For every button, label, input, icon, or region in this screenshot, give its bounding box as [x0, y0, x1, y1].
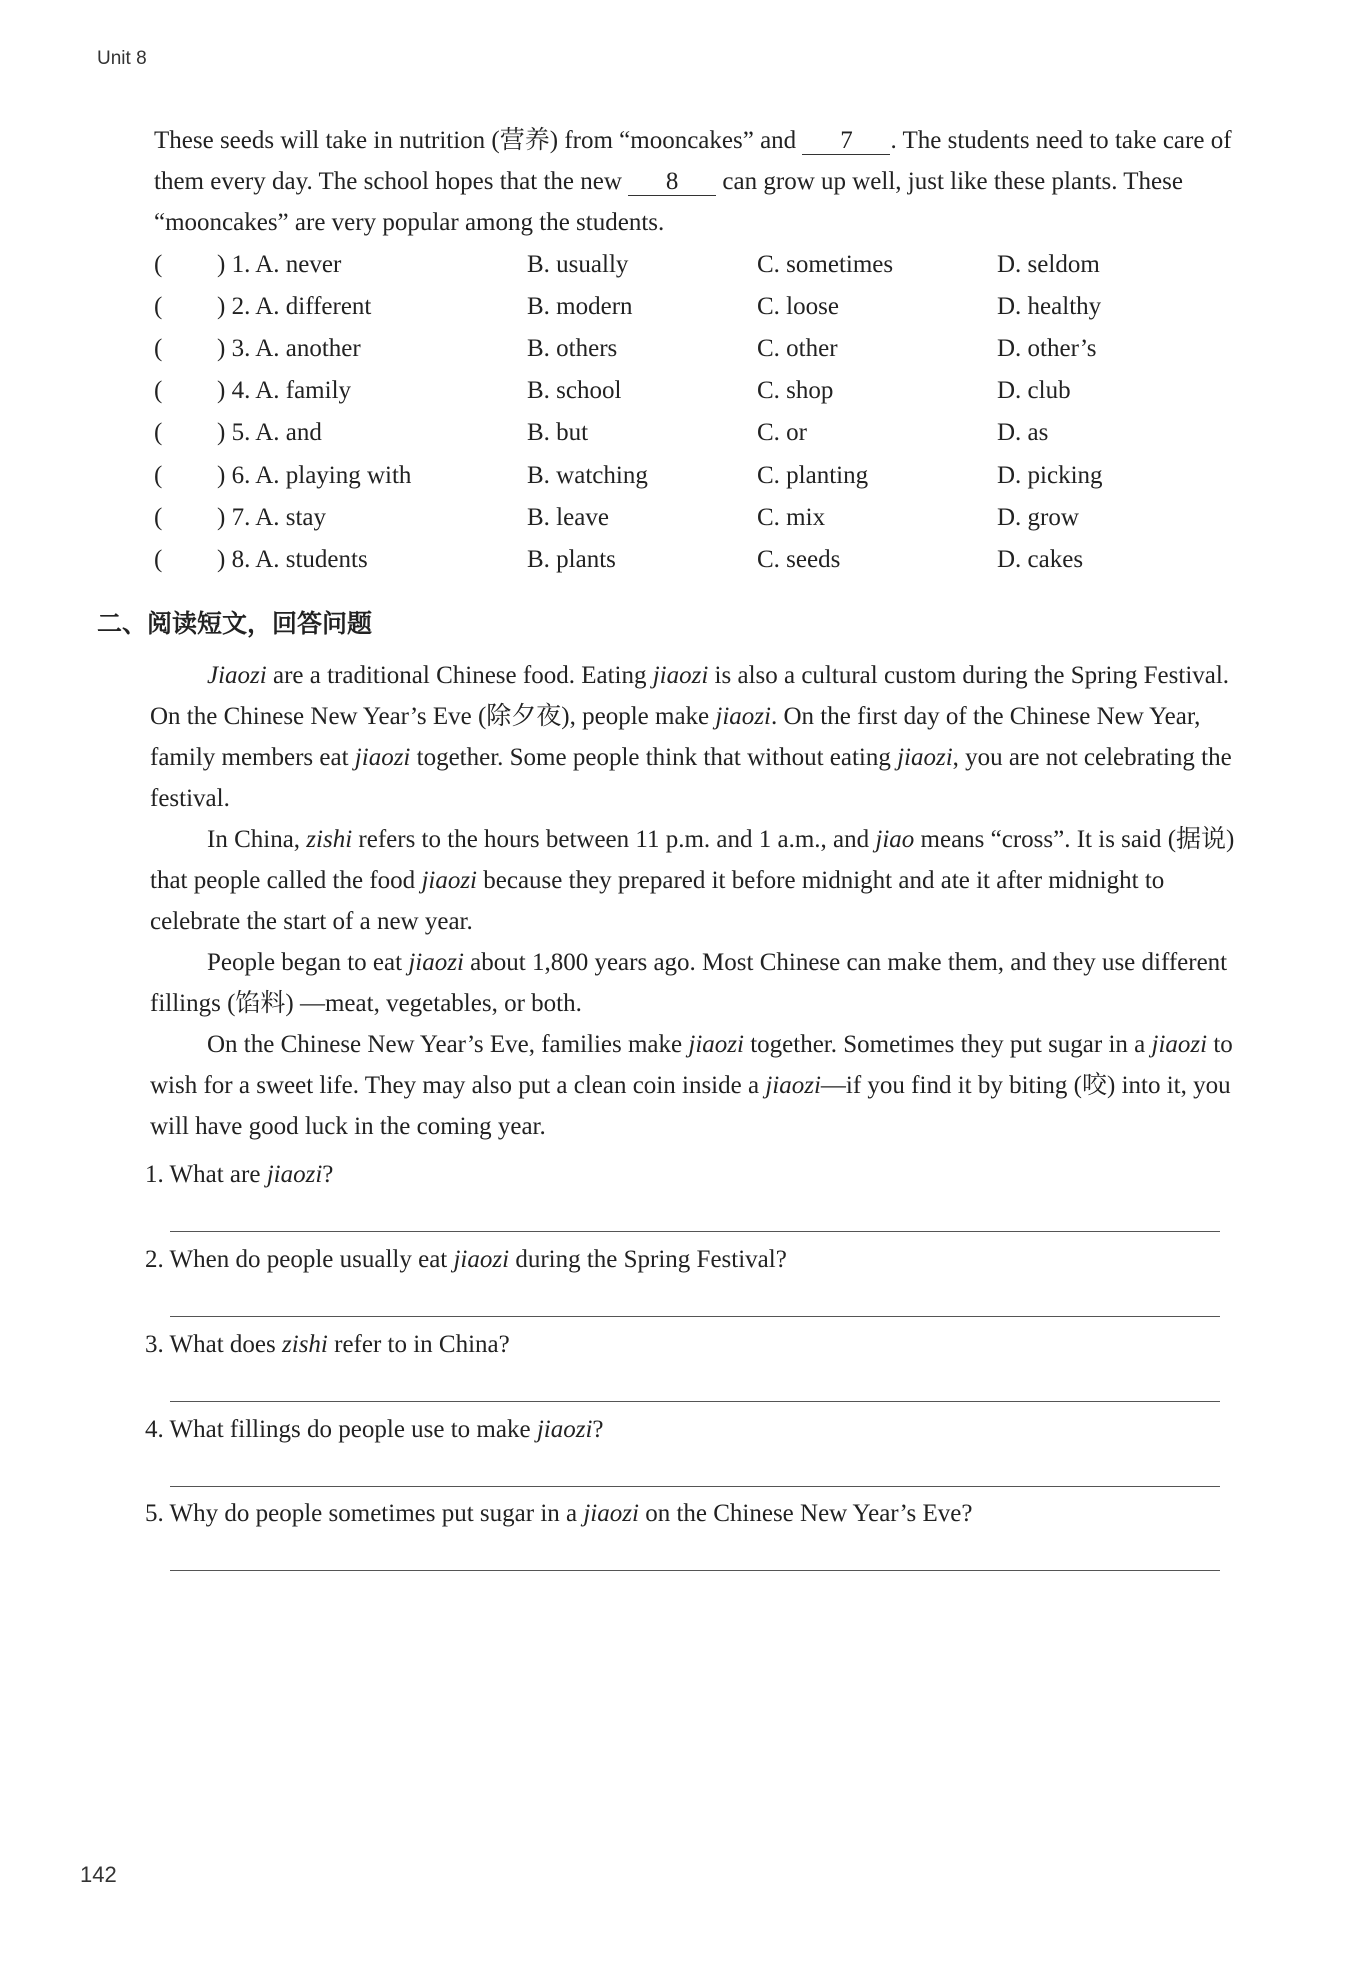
- question-text: refer to in China?: [327, 1331, 510, 1358]
- option-c: C. mix: [757, 504, 826, 531]
- option-c: C. sometimes: [757, 251, 894, 278]
- answer-line-1[interactable]: [170, 1231, 1220, 1232]
- term: jiaozi: [652, 662, 709, 689]
- question-text: ?: [592, 1416, 604, 1443]
- reading-passage: [150, 655, 1235, 1147]
- choice-row-8: [154, 540, 1234, 580]
- term: jiao: [875, 826, 915, 853]
- option-b: B. but: [527, 419, 589, 446]
- option-c: C. seeds: [757, 546, 841, 573]
- option-b: B. watching: [527, 462, 648, 489]
- answer-paren[interactable]: (: [154, 251, 163, 278]
- option-c: C. planting: [757, 462, 869, 489]
- answer-line-2[interactable]: [170, 1316, 1220, 1317]
- option-d: D. healthy: [997, 293, 1102, 320]
- option-b: B. school: [527, 377, 622, 404]
- option-a: ) 2. A. different: [217, 293, 372, 320]
- option-c: C. other: [757, 335, 838, 362]
- question-5: [145, 1497, 972, 1531]
- term: Jiaozi: [207, 662, 267, 689]
- unit-header: Unit 8: [97, 48, 147, 69]
- option-c: C. or: [757, 419, 807, 446]
- question-text: 3. What does: [145, 1331, 283, 1358]
- choice-row-6: [154, 456, 1234, 496]
- question-text: 5. Why do people sometimes put sugar in a: [145, 1500, 584, 1527]
- option-a: ) 6. A. playing with: [217, 462, 412, 489]
- option-b: B. others: [527, 335, 618, 362]
- question-text: 1. What are: [145, 1161, 267, 1188]
- term: zishi: [306, 826, 353, 853]
- option-d: D. grow: [997, 504, 1079, 531]
- text: are a traditional Chinese food. Eating: [266, 662, 653, 689]
- option-d: D. seldom: [997, 251, 1100, 278]
- text: together. Sometimes they put sugar in a: [743, 1031, 1152, 1058]
- term: zishi: [282, 1331, 328, 1358]
- option-c: C. shop: [757, 377, 834, 404]
- term: jiaozi: [354, 744, 411, 771]
- paragraph-2: [150, 819, 1235, 942]
- question-text: on the Chinese New Year’s Eve?: [638, 1500, 973, 1527]
- option-d: D. cakes: [997, 546, 1084, 573]
- option-d: D. other’s: [997, 335, 1097, 362]
- question-2: [145, 1243, 787, 1277]
- term: jiaozi: [266, 1161, 323, 1188]
- choice-row-1: [154, 245, 1234, 285]
- section-title: 二、阅读短文，回答问题: [97, 609, 373, 638]
- choice-row-4: [154, 371, 1234, 411]
- answer-line-5[interactable]: [170, 1570, 1220, 1571]
- choice-row-7: [154, 498, 1234, 538]
- blank-8: 8: [628, 169, 716, 196]
- term: jiaozi: [897, 744, 953, 771]
- text: refers to the hours between 11 p.m. and 1 a.m., and: [352, 826, 876, 853]
- term: jiaozi: [453, 1246, 510, 1273]
- answer-paren[interactable]: (: [154, 335, 163, 362]
- option-a: ) 3. A. another: [217, 335, 361, 362]
- answer-paren[interactable]: (: [154, 377, 163, 404]
- option-d: D. as: [997, 419, 1049, 446]
- term: jiaozi: [715, 703, 771, 730]
- paragraph-1: [150, 655, 1235, 819]
- answer-paren[interactable]: (: [154, 546, 163, 573]
- text: means “cross”. It is said (据说) that people called the food: [150, 826, 1235, 894]
- option-b: B. modern: [527, 293, 633, 320]
- option-a: ) 7. A. stay: [217, 504, 327, 531]
- question-1: [145, 1158, 333, 1192]
- text: is also a cultural custom during the Spring Festival. On the Chinese New Year’s Eve (除夕夜), people make: [150, 662, 1230, 730]
- question-text: 4. What fillings do people use to make: [145, 1416, 537, 1443]
- option-d: D. club: [997, 377, 1071, 404]
- text: together. Some people think that without eating: [410, 744, 898, 771]
- passage-text: take care of them every day. The school hopes that the new: [154, 127, 1232, 195]
- text: because they prepared it before midnight and ate it after midnight to celebrate the start of a new year.: [150, 867, 1165, 935]
- option-a: ) 8. A. students: [217, 546, 368, 573]
- answer-line-3[interactable]: [170, 1401, 1220, 1402]
- answer-paren[interactable]: (: [154, 293, 163, 320]
- term: jiaozi: [1151, 1031, 1208, 1058]
- choice-row-2: [154, 287, 1234, 327]
- question-3: [145, 1328, 510, 1362]
- answer-paren[interactable]: (: [154, 419, 163, 446]
- answer-line-4[interactable]: [170, 1486, 1220, 1487]
- passage-text: These seeds will take in nutrition (营养) from “mooncakes” and: [154, 127, 797, 154]
- paragraph-3: [150, 942, 1235, 1024]
- text: to wish for a sweet life. They may also put a clean coin inside a: [150, 1031, 1233, 1099]
- term: jiaozi: [765, 1072, 821, 1099]
- option-a: ) 1. A. never: [217, 251, 342, 278]
- choice-row-3: [154, 329, 1234, 369]
- paragraph-4: [150, 1024, 1235, 1147]
- term: jiaozi: [408, 949, 464, 976]
- option-b: B. plants: [527, 546, 616, 573]
- blank-7: 7: [802, 128, 890, 155]
- choice-row-5: [154, 413, 1234, 453]
- answer-paren[interactable]: (: [154, 462, 163, 489]
- term: jiaozi: [688, 1031, 744, 1058]
- cloze-passage-end: [154, 120, 1234, 243]
- page-number: 142: [80, 1862, 117, 1887]
- text: People began to eat: [207, 949, 409, 976]
- option-c: C. loose: [757, 293, 839, 320]
- option-a: ) 4. A. family: [217, 377, 352, 404]
- option-b: B. usually: [527, 251, 629, 278]
- text: about 1,800 years ago. Most Chinese can make them, and they use different fillings (馅料) —meat, vegetables, or both.: [150, 949, 1228, 1017]
- question-text: 2. When do people usually eat: [145, 1246, 454, 1273]
- term: jiaozi: [536, 1416, 593, 1443]
- text: In China,: [207, 826, 307, 853]
- option-b: B. leave: [527, 504, 609, 531]
- term: jiaozi: [421, 867, 478, 894]
- term: jiaozi: [583, 1500, 639, 1527]
- passage-text: . The students need to: [890, 127, 1109, 154]
- text: —if you find it by biting (咬) into it, you will have good luck in the coming year.: [150, 1072, 1231, 1140]
- option-d: D. picking: [997, 462, 1103, 489]
- passage-text: these plants. These “mooncakes” are very popular among the students.: [154, 168, 1183, 236]
- option-a: ) 5. A. and: [217, 419, 322, 446]
- question-text: ?: [322, 1161, 334, 1188]
- passage-text: can grow up well, just like: [722, 168, 988, 195]
- text: . On the first day of the Chinese New Year, family members eat: [150, 703, 1201, 771]
- question-text: during the Spring Festival?: [509, 1246, 787, 1273]
- text: , you are not celebrating the festival.: [150, 744, 1232, 812]
- answer-paren[interactable]: (: [154, 504, 163, 531]
- question-4: [145, 1413, 604, 1447]
- text: On the Chinese New Year’s Eve, families make: [207, 1031, 689, 1058]
